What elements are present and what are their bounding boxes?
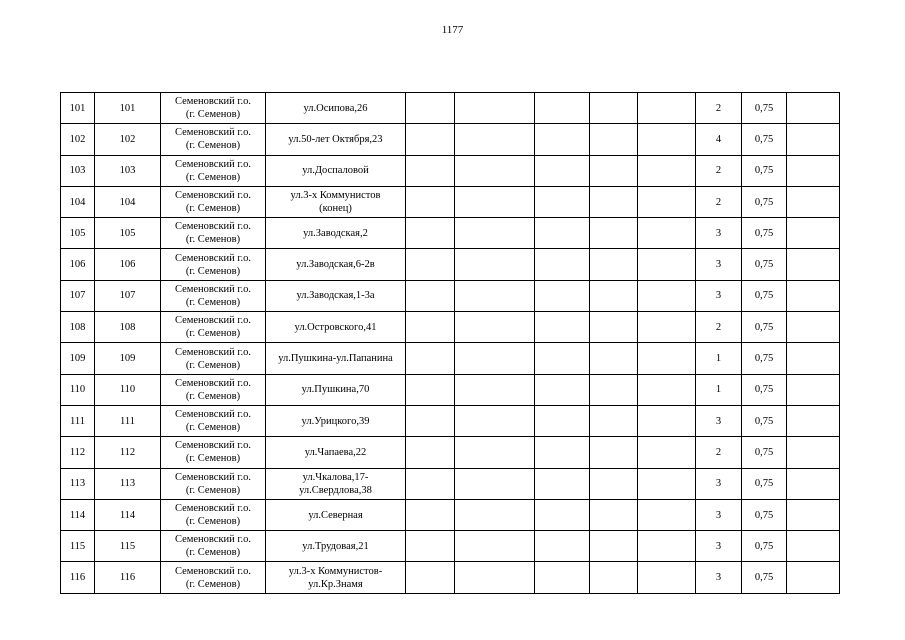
container-volume-cell: 0,75 — [742, 186, 787, 217]
row-number-cell: 102 — [61, 124, 95, 155]
empty-cell — [638, 405, 696, 436]
district-cell — [161, 562, 266, 593]
empty-cell — [638, 468, 696, 499]
table-row — [61, 499, 840, 530]
object-number-cell: 114 — [95, 499, 161, 530]
district-cell-line-2: (г. Семенов) — [185, 422, 241, 434]
row-number-cell: 106 — [61, 249, 95, 280]
empty-cell — [638, 531, 696, 562]
empty-cell — [455, 343, 535, 374]
empty-cell — [590, 249, 638, 280]
empty-cell — [535, 249, 590, 280]
address-cell-line-1: ул.Заводская,6-2в — [296, 259, 375, 271]
address-cell-line-1: ул.Трудовая,21 — [302, 540, 369, 552]
empty-cell — [406, 405, 455, 436]
empty-cell — [590, 343, 638, 374]
container-volume-cell: 0,75 — [742, 343, 787, 374]
empty-cell — [787, 186, 840, 217]
address-cell-line-1: ул.Заводская,2 — [303, 227, 368, 239]
empty-cell — [638, 155, 696, 186]
container-count-cell: 3 — [696, 468, 742, 499]
container-volume-cell: 0,75 — [742, 124, 787, 155]
district-cell-line-1: Семеновский г.о. — [174, 190, 252, 202]
district-cell — [161, 93, 266, 124]
address-cell — [266, 437, 406, 468]
empty-cell — [535, 155, 590, 186]
empty-cell — [406, 468, 455, 499]
empty-cell — [590, 437, 638, 468]
empty-cell — [406, 249, 455, 280]
row-number-cell: 104 — [61, 186, 95, 217]
district-cell-line-2: (г. Семенов) — [185, 234, 241, 246]
container-count-cell: 3 — [696, 280, 742, 311]
empty-cell — [406, 186, 455, 217]
empty-cell — [455, 280, 535, 311]
empty-cell — [535, 468, 590, 499]
district-cell-line-1: Семеновский г.о. — [174, 221, 252, 233]
empty-cell — [638, 312, 696, 343]
empty-cell — [406, 93, 455, 124]
empty-cell — [535, 499, 590, 530]
data-table — [60, 92, 840, 594]
empty-cell — [590, 186, 638, 217]
object-number-cell: 103 — [95, 155, 161, 186]
empty-cell — [535, 437, 590, 468]
empty-cell — [455, 218, 535, 249]
district-cell-line-2: (г. Семенов) — [185, 109, 241, 121]
page-number: 1177 — [441, 24, 464, 36]
district-cell-line-2: (г. Семенов) — [185, 265, 241, 277]
district-cell-line-1: Семеновский г.о. — [174, 534, 252, 546]
empty-cell — [638, 343, 696, 374]
table-row — [61, 186, 840, 217]
address-cell-line-1: ул.Островского,41 — [294, 321, 377, 333]
address-cell — [266, 280, 406, 311]
empty-cell — [455, 468, 535, 499]
object-number-cell: 113 — [95, 468, 161, 499]
table-row — [61, 93, 840, 124]
empty-cell — [590, 374, 638, 405]
container-volume-cell: 0,75 — [742, 280, 787, 311]
table-row — [61, 437, 840, 468]
address-cell-line-1: ул.Заводская,1-3а — [296, 290, 375, 302]
empty-cell — [535, 218, 590, 249]
empty-cell — [406, 124, 455, 155]
container-volume-cell: 0,75 — [742, 405, 787, 436]
address-cell — [266, 374, 406, 405]
empty-cell — [406, 218, 455, 249]
district-cell — [161, 374, 266, 405]
district-cell-line-2: (г. Семенов) — [185, 140, 241, 152]
district-cell — [161, 531, 266, 562]
object-number-cell: 109 — [95, 343, 161, 374]
empty-cell — [638, 249, 696, 280]
table-row — [61, 405, 840, 436]
empty-cell — [787, 280, 840, 311]
table-row — [61, 531, 840, 562]
empty-cell — [455, 155, 535, 186]
address-cell-line-2: ул.Свердлова,38 — [299, 484, 372, 496]
object-number-cell: 105 — [95, 218, 161, 249]
empty-cell — [590, 499, 638, 530]
container-volume-cell: 0,75 — [742, 93, 787, 124]
address-cell — [266, 218, 406, 249]
empty-cell — [455, 186, 535, 217]
district-cell-line-1: Семеновский г.о. — [174, 96, 252, 108]
object-number-cell: 107 — [95, 280, 161, 311]
empty-cell — [590, 218, 638, 249]
container-count-cell: 2 — [696, 155, 742, 186]
row-number-cell: 103 — [61, 155, 95, 186]
address-cell-line-1: ул.Осипова,26 — [303, 102, 368, 114]
empty-cell — [535, 343, 590, 374]
address-cell-line-1: ул.Пушкина-ул.Папанина — [278, 353, 393, 365]
table-row — [61, 124, 840, 155]
empty-cell — [406, 531, 455, 562]
table-row — [61, 249, 840, 280]
empty-cell — [787, 499, 840, 530]
row-number-cell: 116 — [61, 562, 95, 593]
address-cell-line-1: ул.50-лет Октября,23 — [288, 133, 383, 145]
table-row — [61, 468, 840, 499]
empty-cell — [535, 124, 590, 155]
object-number-cell: 110 — [95, 374, 161, 405]
container-count-cell: 2 — [696, 437, 742, 468]
empty-cell — [406, 155, 455, 186]
table-row — [61, 218, 840, 249]
address-cell — [266, 562, 406, 593]
row-number-cell: 113 — [61, 468, 95, 499]
district-cell-line-1: Семеновский г.о. — [174, 440, 252, 452]
row-number-cell: 115 — [61, 531, 95, 562]
empty-cell — [455, 499, 535, 530]
district-cell-line-1: Семеновский г.о. — [174, 471, 252, 483]
empty-cell — [535, 405, 590, 436]
empty-cell — [638, 562, 696, 593]
empty-cell — [535, 280, 590, 311]
district-cell-line-2: (г. Семенов) — [185, 516, 241, 527]
district-cell-line-2: (г. Семенов) — [185, 484, 241, 496]
container-count-cell: 1 — [696, 374, 742, 405]
empty-cell — [455, 312, 535, 343]
container-volume-cell: 0,75 — [742, 499, 787, 530]
object-number-cell: 111 — [95, 405, 161, 436]
empty-cell — [590, 93, 638, 124]
row-number-cell: 112 — [61, 437, 95, 468]
row-number-cell: 111 — [61, 405, 95, 436]
empty-cell — [638, 374, 696, 405]
district-cell — [161, 280, 266, 311]
district-cell-line-1: Семеновский г.о. — [174, 503, 252, 514]
district-cell-line-2: (г. Семенов) — [185, 203, 241, 215]
empty-cell — [590, 405, 638, 436]
empty-cell — [406, 280, 455, 311]
container-volume-cell: 0,75 — [742, 437, 787, 468]
empty-cell — [590, 280, 638, 311]
address-cell — [266, 155, 406, 186]
row-number-cell: 109 — [61, 343, 95, 374]
container-count-cell: 3 — [696, 499, 742, 530]
empty-cell — [455, 437, 535, 468]
table-row — [61, 312, 840, 343]
district-cell-line-1: Семеновский г.о. — [174, 409, 252, 421]
empty-cell — [455, 531, 535, 562]
address-cell-line-1: ул.Чапаева,22 — [304, 446, 367, 458]
district-cell-line-2: (г. Семенов) — [185, 328, 241, 340]
container-volume-cell: 0,75 — [742, 249, 787, 280]
address-cell — [266, 405, 406, 436]
container-count-cell: 1 — [696, 343, 742, 374]
empty-cell — [787, 343, 840, 374]
district-cell — [161, 155, 266, 186]
district-cell-line-2: (г. Семенов) — [185, 171, 241, 183]
object-number-cell: 112 — [95, 437, 161, 468]
table-row — [61, 280, 840, 311]
container-count-cell: 3 — [696, 249, 742, 280]
district-cell — [161, 312, 266, 343]
district-cell — [161, 186, 266, 217]
empty-cell — [638, 280, 696, 311]
object-number-cell: 116 — [95, 562, 161, 593]
district-cell-line-1: Семеновский г.о. — [174, 315, 252, 327]
empty-cell — [787, 374, 840, 405]
empty-cell — [406, 562, 455, 593]
row-number-cell: 110 — [61, 374, 95, 405]
container-volume-cell: 0,75 — [742, 562, 787, 593]
empty-cell — [787, 562, 840, 593]
district-cell-line-1: Семеновский г.о. — [174, 158, 252, 170]
empty-cell — [787, 312, 840, 343]
table-row — [61, 155, 840, 186]
row-number-cell: 107 — [61, 280, 95, 311]
address-cell — [266, 312, 406, 343]
district-cell — [161, 405, 266, 436]
address-cell — [266, 468, 406, 499]
empty-cell — [787, 124, 840, 155]
address-cell — [266, 124, 406, 155]
object-number-cell: 115 — [95, 531, 161, 562]
empty-cell — [787, 93, 840, 124]
address-cell — [266, 531, 406, 562]
object-number-cell: 101 — [95, 93, 161, 124]
district-cell — [161, 249, 266, 280]
container-volume-cell: 0,75 — [742, 218, 787, 249]
empty-cell — [787, 155, 840, 186]
address-cell-line-1: ул.Урицкого,39 — [301, 415, 370, 427]
empty-cell — [535, 186, 590, 217]
address-cell — [266, 343, 406, 374]
table-row — [61, 374, 840, 405]
empty-cell — [590, 562, 638, 593]
empty-cell — [787, 531, 840, 562]
container-count-cell: 3 — [696, 405, 742, 436]
address-cell-line-1: ул.Чкалова,17- — [302, 471, 369, 483]
district-cell-line-2: (г. Семенов) — [185, 359, 241, 371]
district-cell-line-2: (г. Семенов) — [185, 547, 241, 559]
empty-cell — [787, 437, 840, 468]
district-cell — [161, 218, 266, 249]
empty-cell — [406, 312, 455, 343]
empty-cell — [590, 155, 638, 186]
empty-cell — [455, 249, 535, 280]
address-cell — [266, 249, 406, 280]
container-volume-cell: 0,75 — [742, 312, 787, 343]
district-cell-line-2: (г. Семенов) — [185, 578, 241, 590]
address-cell — [266, 499, 406, 530]
empty-cell — [406, 499, 455, 530]
district-cell-line-1: Семеновский г.о. — [174, 346, 252, 358]
row-number-cell: 114 — [61, 499, 95, 530]
container-volume-cell: 0,75 — [742, 374, 787, 405]
address-cell-line-1: ул.3-х Коммунистов — [290, 190, 381, 202]
row-number-cell: 101 — [61, 93, 95, 124]
object-number-cell: 102 — [95, 124, 161, 155]
table-body — [61, 93, 840, 594]
container-volume-cell: 0,75 — [742, 531, 787, 562]
empty-cell — [787, 249, 840, 280]
district-cell-line-2: (г. Семенов) — [185, 453, 241, 465]
container-volume-cell: 0,75 — [742, 155, 787, 186]
district-cell-line-1: Семеновский г.о. — [174, 127, 252, 139]
object-number-cell: 104 — [95, 186, 161, 217]
district-cell-line-1: Семеновский г.о. — [174, 283, 252, 295]
address-cell-line-1: ул.3-х Коммунистов- — [288, 565, 383, 577]
empty-cell — [590, 468, 638, 499]
empty-cell — [590, 124, 638, 155]
empty-cell — [455, 562, 535, 593]
empty-cell — [455, 93, 535, 124]
district-cell-line-1: Семеновский г.о. — [174, 377, 252, 389]
district-cell-line-1: Семеновский г.о. — [174, 565, 252, 577]
empty-cell — [590, 531, 638, 562]
district-cell — [161, 124, 266, 155]
container-count-cell: 4 — [696, 124, 742, 155]
object-number-cell: 106 — [95, 249, 161, 280]
container-count-cell: 2 — [696, 186, 742, 217]
container-count-cell: 2 — [696, 312, 742, 343]
table-row — [61, 343, 840, 374]
container-count-cell: 3 — [696, 218, 742, 249]
row-number-cell: 105 — [61, 218, 95, 249]
district-cell — [161, 437, 266, 468]
empty-cell — [406, 343, 455, 374]
container-count-cell: 2 — [696, 93, 742, 124]
district-cell-line-2: (г. Семенов) — [185, 296, 241, 308]
container-volume-cell: 0,75 — [742, 468, 787, 499]
address-cell-line-1: ул.Северная — [308, 509, 363, 521]
empty-cell — [535, 374, 590, 405]
empty-cell — [638, 93, 696, 124]
address-cell — [266, 186, 406, 217]
address-cell-line-2: (конец) — [319, 203, 352, 215]
address-cell-line-1: ул.Пушкина,70 — [301, 384, 370, 396]
empty-cell — [638, 437, 696, 468]
district-cell-line-1: Семеновский г.о. — [174, 252, 252, 264]
empty-cell — [535, 562, 590, 593]
empty-cell — [787, 468, 840, 499]
district-cell — [161, 468, 266, 499]
empty-cell — [787, 405, 840, 436]
district-cell-line-2: (г. Семенов) — [185, 390, 241, 402]
empty-cell — [638, 124, 696, 155]
empty-cell — [638, 499, 696, 530]
district-cell — [161, 343, 266, 374]
empty-cell — [638, 218, 696, 249]
container-count-cell: 3 — [696, 531, 742, 562]
empty-cell — [455, 374, 535, 405]
object-number-cell: 108 — [95, 312, 161, 343]
empty-cell — [638, 186, 696, 217]
empty-cell — [590, 312, 638, 343]
district-cell — [161, 499, 266, 530]
empty-cell — [535, 312, 590, 343]
address-cell-line-2: ул.Кр.Знамя — [308, 578, 363, 590]
table-row — [61, 562, 840, 593]
empty-cell — [535, 93, 590, 124]
empty-cell — [455, 405, 535, 436]
address-cell-line-1: ул.Доспаловой — [302, 165, 369, 177]
address-cell — [266, 93, 406, 124]
empty-cell — [787, 218, 840, 249]
empty-cell — [455, 124, 535, 155]
container-count-cell: 3 — [696, 562, 742, 593]
empty-cell — [406, 437, 455, 468]
row-number-cell: 108 — [61, 312, 95, 343]
empty-cell — [535, 531, 590, 562]
empty-cell — [406, 374, 455, 405]
